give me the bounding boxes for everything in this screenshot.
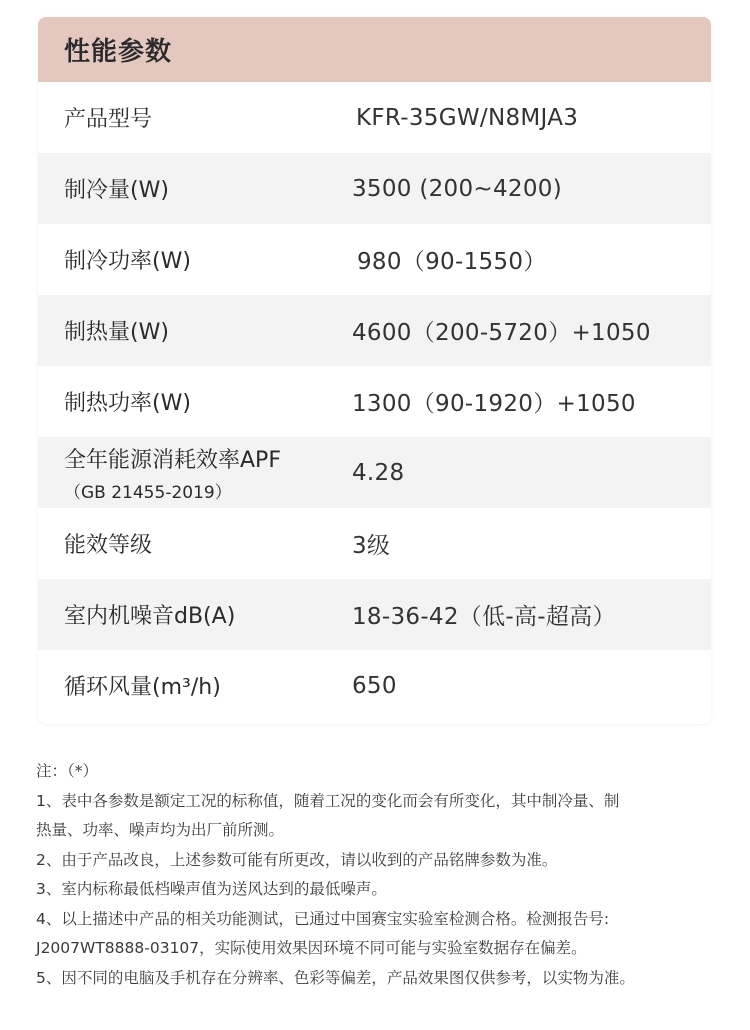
spec-row-cooling-capacity [38, 153, 711, 224]
spec-label [64, 443, 281, 503]
spec-label-standard: （GB 21455-2019） [64, 482, 232, 503]
spec-label: 制冷量(W) [64, 178, 169, 203]
spec-row-airflow [38, 650, 711, 721]
spec-row-heating-power [38, 366, 711, 437]
spec-row-cooling-power [38, 224, 711, 295]
spec-label: 室内机噪音dB(A) [64, 604, 236, 629]
note-line: 3、室内标称最低档噪声值为送风达到的最低噪声。 [36, 880, 387, 898]
spec-value: 18-36-42（低-高-超高） [352, 604, 616, 630]
spec-table-title: 性能参数 [38, 17, 711, 82]
spec-table [38, 17, 711, 724]
note-line: 2、由于产品改良，上述参数可能有所更改，请以收到的产品铭牌参数为准。 [36, 850, 558, 869]
spec-label: 循环风量(m³/h) [64, 675, 221, 700]
spec-label: 能效等级 [64, 533, 153, 558]
spec-label: 制冷功率(W) [64, 249, 191, 274]
spec-row-energy-grade [38, 508, 711, 579]
spec-label-main: 全年能源消耗效率APF [64, 447, 281, 473]
spec-row-noise [38, 579, 711, 650]
notes-heading: 注：（*） [36, 762, 99, 780]
spec-label: 制热功率(W) [64, 391, 191, 416]
spec-value: 3500 (200~4200) [352, 175, 562, 202]
spec-value: KFR-35GW/N8MJA3 [356, 104, 579, 131]
spec-label: 制热量(W) [64, 320, 169, 345]
spec-value: 4.28 [352, 459, 405, 486]
notes-section [36, 757, 726, 993]
spec-value: 1300（90-1920）+1050 [352, 391, 636, 417]
note-line: 5、因不同的电脑及手机存在分辨率、色彩等偏差，产品效果图仅供参考，以实物为准。 [36, 968, 635, 987]
spec-label: 产品型号 [64, 107, 153, 132]
spec-value: 4600（200-5720）+1050 [352, 320, 651, 346]
note-line: J2007WT8888-03107，实际使用效果因环境不同可能与实验室数据存在偏差。 [36, 939, 587, 957]
spec-value: 650 [352, 672, 397, 699]
spec-row-heating-capacity [38, 295, 711, 366]
spec-value: 980（90-1550） [357, 249, 547, 275]
spec-row-apf [38, 437, 711, 508]
spec-value: 3级 [352, 533, 391, 559]
spec-row-model [38, 82, 711, 153]
note-line: 1、表中各参数是额定工况的标称值，随着工况的变化而会有所变化，其中制冷量、制 [36, 791, 620, 810]
note-line: 4、以上描述中产品的相关功能测试，已通过中国赛宝实验室检测合格。检测报告号: [36, 909, 610, 928]
note-line: 热量、功率、噪声均为出厂前所测。 [36, 821, 285, 839]
